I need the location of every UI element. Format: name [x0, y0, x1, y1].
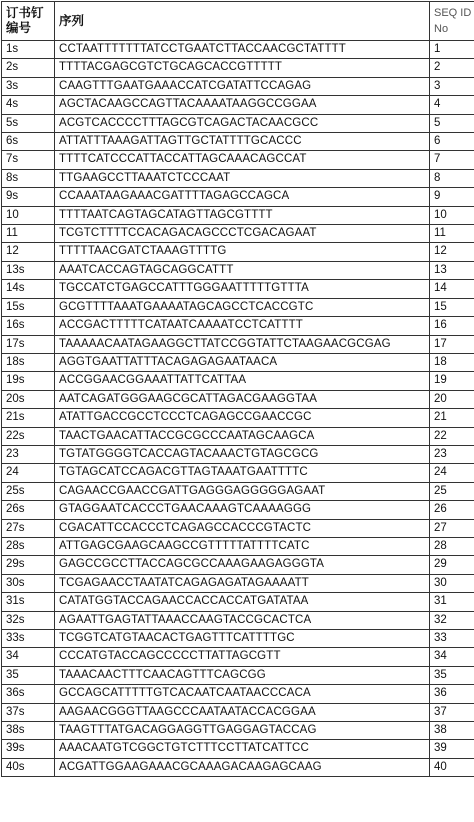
seq-id-number-cell: 14 [430, 280, 474, 298]
sequence-cell: TAACTGAACATTACCGCGCCCAATAGCAAGCA [55, 427, 430, 445]
table-row [2, 335, 474, 353]
sequence-cell: ACGTCACCCCTTTAGCGTCAGACTACAACGCC [55, 114, 430, 132]
table-row [2, 482, 474, 500]
header-staple-number [2, 2, 55, 41]
table-row [2, 740, 474, 758]
sequence-cell: TAAAAACAATAGAAGGCTTATCCGGTATTCTAAGAACGCGAG [55, 335, 430, 353]
sequence-cell: TCGGTCATGTAACACTGAGTTTCATTTTGC [55, 630, 430, 648]
sequence-cell: AGCTACAAGCCAGTTACAAAATAAGGCCGGAA [55, 96, 430, 114]
table-row [2, 298, 474, 316]
table-row [2, 59, 474, 77]
sequence-cell: TGCCATCTGAGCCATTTGGGAATTTTTGTTTA [55, 280, 430, 298]
table-row [2, 593, 474, 611]
sequence-cell: AGAATTGAGTATTAAACCAAGTACCGCACTCA [55, 611, 430, 629]
seq-id-number-cell: 4 [430, 96, 474, 114]
staple-id-cell: 7s [2, 151, 55, 169]
staple-id-cell: 22s [2, 427, 55, 445]
staple-id-cell: 37s [2, 703, 55, 721]
table-header-row [2, 2, 474, 41]
sequence-cell: TCGTCTTTTCCACAGACAGCCCTCGACAGAAT [55, 225, 430, 243]
sequence-cell: ATATTGACCGCCTCCCTCAGAGCCGAACCGC [55, 409, 430, 427]
sequence-cell: CCAAATAAGAAACGATTTTAGAGCCAGCA [55, 188, 430, 206]
sequence-cell: CCTAATTTTTTTATCCTGAATCTTACCAACGCTATTTT [55, 41, 430, 59]
sequence-cell: AAACAATGTCGGCTGTCTTTCCTTATCATTCC [55, 740, 430, 758]
seq-id-number-cell: 37 [430, 703, 474, 721]
seq-id-number-cell: 10 [430, 206, 474, 224]
sequence-cell: CGACATTCCACCCTCAGAGCCACCCGTACTC [55, 519, 430, 537]
staple-id-cell: 19s [2, 372, 55, 390]
staple-id-cell: 21s [2, 409, 55, 427]
table-row [2, 630, 474, 648]
seq-id-number-cell: 16 [430, 317, 474, 335]
staple-id-cell: 11 [2, 225, 55, 243]
sequence-cell: ATTATTTAAAGATTAGTTGCTATTTTGCACCC [55, 133, 430, 151]
seq-id-number-cell: 12 [430, 243, 474, 261]
staple-id-cell: 23 [2, 445, 55, 463]
table-row [2, 261, 474, 279]
seq-id-number-cell: 15 [430, 298, 474, 316]
staple-id-cell: 6s [2, 133, 55, 151]
seq-id-number-cell: 21 [430, 409, 474, 427]
staple-id-cell: 12 [2, 243, 55, 261]
sequence-cell: AGGTGAATTATTTACAGAGAGAATAACA [55, 353, 430, 371]
seq-id-number-cell: 20 [430, 390, 474, 408]
table-body [2, 41, 474, 777]
seq-id-number-cell: 24 [430, 464, 474, 482]
table-row [2, 206, 474, 224]
staple-id-cell: 30s [2, 574, 55, 592]
sequence-cell: ACCGGAACGGAAATTATTCATTAA [55, 372, 430, 390]
table-row [2, 537, 474, 555]
seq-id-number-cell: 3 [430, 77, 474, 95]
staple-id-cell: 13s [2, 261, 55, 279]
sequence-cell: TTGAAGCCTTAAATCTCCCAAT [55, 169, 430, 187]
staple-id-cell: 15s [2, 298, 55, 316]
seq-id-number-cell: 30 [430, 574, 474, 592]
sequence-cell: TTTTAATCAGTAGCATAGTTAGCGTTTT [55, 206, 430, 224]
seq-id-number-cell: 28 [430, 537, 474, 555]
table-row [2, 703, 474, 721]
table-row [2, 556, 474, 574]
seq-id-number-cell: 23 [430, 445, 474, 463]
staple-id-cell: 20s [2, 390, 55, 408]
sequence-cell: GAGCCGCCTTACCAGCGCCAAAGAAGAGGGTA [55, 556, 430, 574]
staple-id-cell: 3s [2, 77, 55, 95]
table-row [2, 445, 474, 463]
table-row [2, 611, 474, 629]
staple-id-cell: 33s [2, 630, 55, 648]
table-row [2, 188, 474, 206]
seq-id-number-cell: 7 [430, 151, 474, 169]
seq-id-number-cell: 19 [430, 372, 474, 390]
seq-id-number-cell: 29 [430, 556, 474, 574]
seq-id-number-cell: 11 [430, 225, 474, 243]
staple-id-cell: 35 [2, 666, 55, 684]
sequence-cell: GTAGGAATCACCCTGAACAAAGTCAAAAGGG [55, 501, 430, 519]
staple-id-cell: 24 [2, 464, 55, 482]
table-row [2, 225, 474, 243]
seq-id-number-cell: 33 [430, 630, 474, 648]
sequence-cell: CATATGGTACCAGAACCACCACCATGATATAA [55, 593, 430, 611]
sequence-cell: TTTTACGAGCGTCTGCAGCACCGTTTTT [55, 59, 430, 77]
seq-id-number-cell: 18 [430, 353, 474, 371]
sequence-cell: AATCAGATGGGAAGCGCATTAGACGAAGGTAA [55, 390, 430, 408]
header-staple-number-line1: 订书钉 [6, 6, 44, 20]
seq-id-number-cell: 39 [430, 740, 474, 758]
staple-id-cell: 29s [2, 556, 55, 574]
seq-id-number-cell: 26 [430, 501, 474, 519]
table-row [2, 390, 474, 408]
staple-id-cell: 32s [2, 611, 55, 629]
sequence-cell: ACGATTGGAAGAAACGCAAAGACAAGAGCAAG [55, 758, 430, 776]
table-row [2, 317, 474, 335]
table-row [2, 666, 474, 684]
header-staple-number-line2: 编号 [6, 21, 32, 35]
staple-id-cell: 36s [2, 685, 55, 703]
sequence-cell: TGTAGCATCCAGACGTTAGTAAATGAATTTTC [55, 464, 430, 482]
sequence-cell: CCCATGTACCAGCCCCCTTATTAGCGTT [55, 648, 430, 666]
sequence-cell: AAATCACCAGTAGCAGGCATTT [55, 261, 430, 279]
staple-id-cell: 40s [2, 758, 55, 776]
seq-id-number-cell: 31 [430, 593, 474, 611]
table-row [2, 243, 474, 261]
sequence-cell: ACCGACTTTTTCATAATCAAAATCCTCATTTT [55, 317, 430, 335]
seq-id-number-cell: 9 [430, 188, 474, 206]
staple-id-cell: 18s [2, 353, 55, 371]
staple-id-cell: 14s [2, 280, 55, 298]
staple-id-cell: 34 [2, 648, 55, 666]
sequence-cell: CAGAACCGAACCGATTGAGGGAGGGGGAGAAT [55, 482, 430, 500]
seq-id-number-cell: 1 [430, 41, 474, 59]
seq-id-number-cell: 5 [430, 114, 474, 132]
seq-id-number-cell: 27 [430, 519, 474, 537]
table-row [2, 464, 474, 482]
table-row [2, 409, 474, 427]
seq-id-number-cell: 36 [430, 685, 474, 703]
staple-id-cell: 26s [2, 501, 55, 519]
sequence-cell: TAAGTTTATGACAGGAGGTTGAGGAGTACCAG [55, 722, 430, 740]
sequence-cell: GCGTTTTAAATGAAAATAGCAGCCTCACCGTC [55, 298, 430, 316]
header-seq-id-line2: No [434, 23, 449, 35]
seq-id-number-cell: 8 [430, 169, 474, 187]
table-row [2, 648, 474, 666]
seq-id-number-cell: 38 [430, 722, 474, 740]
table-row [2, 501, 474, 519]
seq-id-number-cell: 35 [430, 666, 474, 684]
staple-id-cell: 8s [2, 169, 55, 187]
seq-id-number-cell: 17 [430, 335, 474, 353]
table-row [2, 96, 474, 114]
seq-id-number-cell: 25 [430, 482, 474, 500]
sequence-cell: TCGAGAACCTAATATCAGAGAGATAGAAAATT [55, 574, 430, 592]
sequence-cell: TAAACAACTTTCAACAGTTTCAGCGG [55, 666, 430, 684]
seq-id-number-cell: 34 [430, 648, 474, 666]
table-row [2, 685, 474, 703]
staple-id-cell: 5s [2, 114, 55, 132]
sequence-cell: ATTGAGCGAAGCAAGCCGTTTTTATTTTCATC [55, 537, 430, 555]
sequence-cell: TTTTTAACGATCTAAAGTTTTG [55, 243, 430, 261]
seq-id-number-cell: 13 [430, 261, 474, 279]
staple-id-cell: 4s [2, 96, 55, 114]
header-seq-id-line1: SEQ ID [434, 7, 472, 19]
header-sequence: 序列 [55, 2, 430, 41]
sequence-cell: CAAGTTTGAATGAAACCATCGATATTCCAGAG [55, 77, 430, 95]
staple-id-cell: 9s [2, 188, 55, 206]
staple-id-cell: 38s [2, 722, 55, 740]
table-row [2, 427, 474, 445]
table-row [2, 151, 474, 169]
table-row [2, 758, 474, 776]
staple-id-cell: 27s [2, 519, 55, 537]
sequence-cell: GCCAGCATTTTTGTCACAATCAATAACCCACA [55, 685, 430, 703]
table-row [2, 722, 474, 740]
table-row [2, 169, 474, 187]
staple-id-cell: 25s [2, 482, 55, 500]
table-row [2, 353, 474, 371]
sequence-cell: AAGAACGGGTTAAGCCCAATAATACCACGGAA [55, 703, 430, 721]
table-row [2, 574, 474, 592]
staple-id-cell: 28s [2, 537, 55, 555]
seq-id-number-cell: 6 [430, 133, 474, 151]
staple-id-cell: 2s [2, 59, 55, 77]
sequence-cell: TTTTCATCCCATTACCATTAGCAAACAGCCAT [55, 151, 430, 169]
staple-id-cell: 1s [2, 41, 55, 59]
staple-id-cell: 31s [2, 593, 55, 611]
staple-id-cell: 10 [2, 206, 55, 224]
table-row [2, 519, 474, 537]
table-row [2, 372, 474, 390]
seq-id-number-cell: 2 [430, 59, 474, 77]
table-row [2, 133, 474, 151]
staple-id-cell: 17s [2, 335, 55, 353]
staple-id-cell: 39s [2, 740, 55, 758]
sequence-cell: TGTATGGGGTCACCAGTACAAACTGTAGCGCG [55, 445, 430, 463]
staple-sequence-table [1, 1, 474, 777]
seq-id-number-cell: 22 [430, 427, 474, 445]
seq-id-number-cell: 32 [430, 611, 474, 629]
table-row [2, 280, 474, 298]
table-row [2, 41, 474, 59]
table-row [2, 114, 474, 132]
staple-id-cell: 16s [2, 317, 55, 335]
header-seq-id [430, 2, 474, 41]
seq-id-number-cell: 40 [430, 758, 474, 776]
table-row [2, 77, 474, 95]
